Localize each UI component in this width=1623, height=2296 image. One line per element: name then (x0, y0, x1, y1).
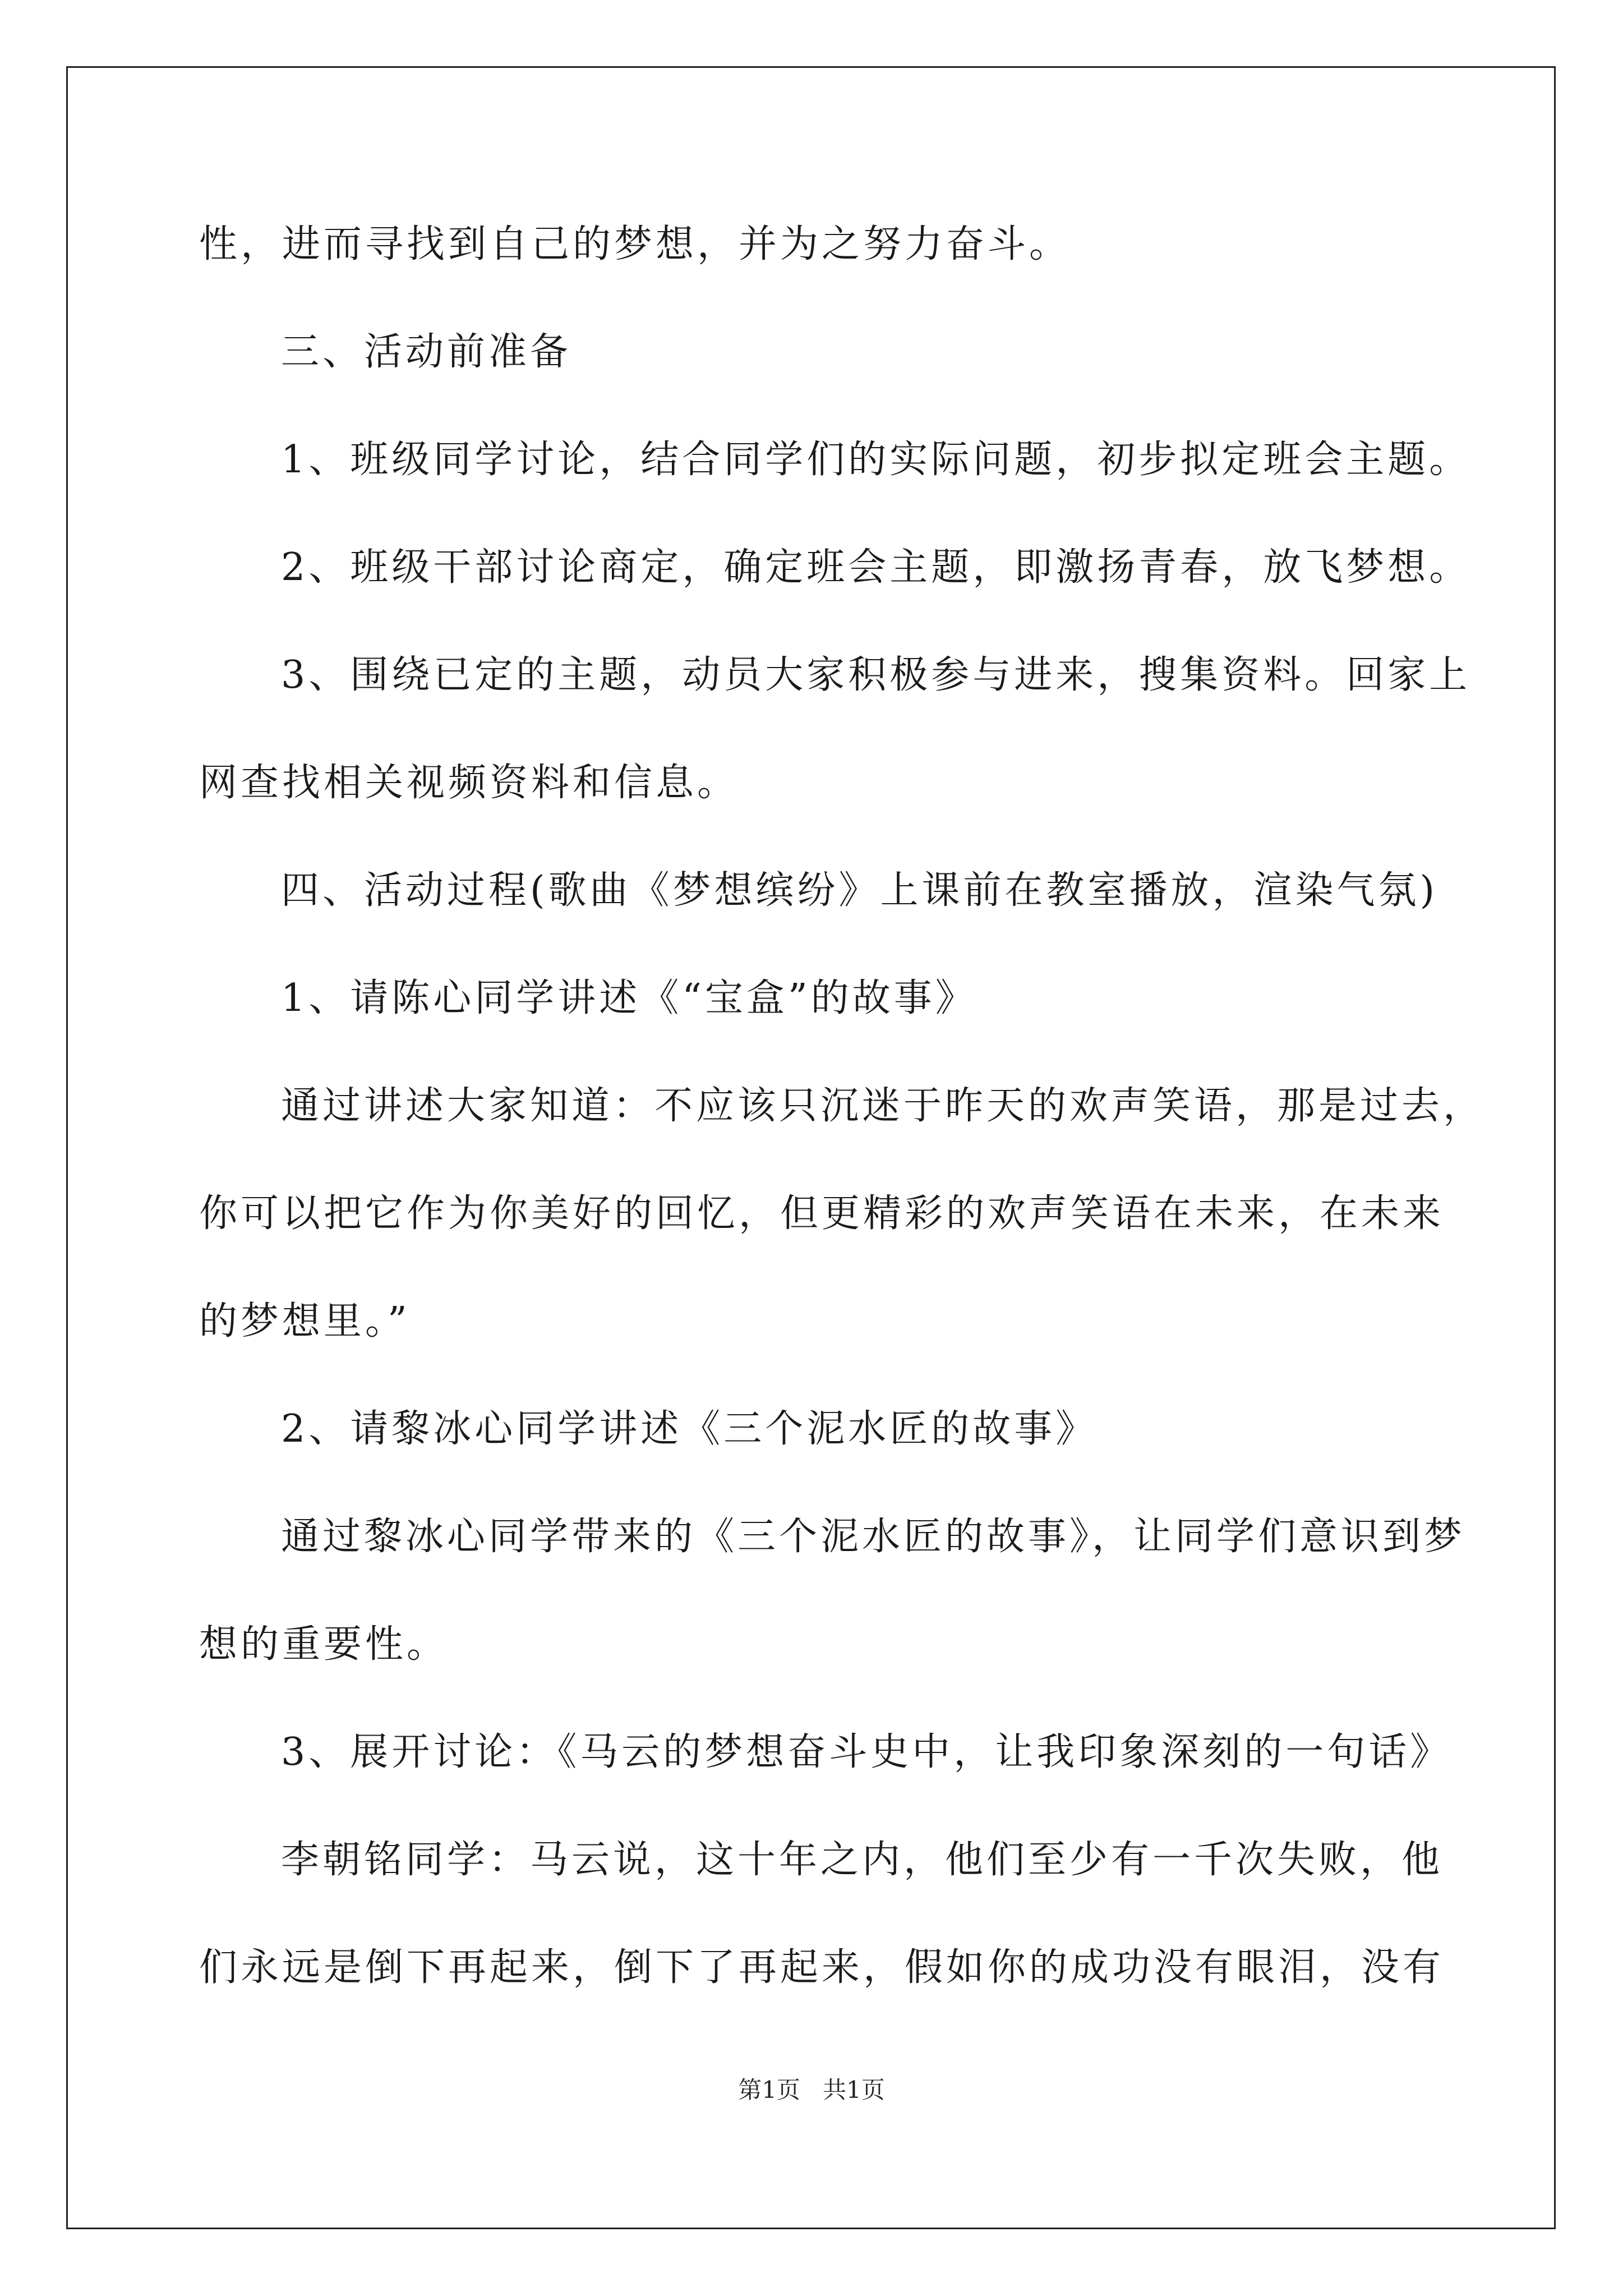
paragraph-line: 李朝铭同学：马云说，这十年之内，他们至少有一千次失败，他 (281, 1838, 1444, 1882)
page-number-current: 第1页 (738, 2076, 800, 2104)
page-border (66, 66, 1556, 2229)
paragraph-line: 1、请陈心同学讲述《“宝盒”的故事》 (281, 976, 977, 1020)
paragraph-line: 3、围绕已定的主题，动员大家积极参与进来，搜集资料。回家上 (281, 653, 1471, 697)
paragraph-line: 网查找相关视频资料和信息。 (199, 761, 739, 805)
paragraph-line: 你可以把它作为你美好的回忆，但更精彩的欢声笑语在未来，在未来 (199, 1191, 1445, 1236)
page-footer (0, 2073, 1623, 2107)
paragraph-line: 2、班级干部讨论商定，确定班会主题，即激扬青春，放飞梦想。 (281, 545, 1471, 590)
page-number-total: 共1页 (823, 2076, 885, 2104)
paragraph-line: 想的重要性。 (199, 1622, 449, 1667)
paragraph-line: 的梦想里。” (199, 1299, 411, 1343)
section-heading: 三、活动前准备 (281, 330, 572, 374)
section-heading: 四、活动过程(歌曲《梦想缤纷》上课前在教室播放，渲染气氛) (281, 868, 1438, 913)
paragraph-line: 通过黎冰心同学带来的《三个泥水匠的故事》，让同学们意识到梦 (281, 1515, 1466, 1559)
paragraph-line: 2、请黎冰心同学讲述《三个泥水匠的故事》 (281, 1407, 1098, 1451)
paragraph-line: 们永远是倒下再起来，倒下了再起来，假如你的成功没有眼泪，没有 (199, 1945, 1445, 1990)
paragraph-line: 3、展开讨论：《马云的梦想奋斗史中，让我印象深刻的一句话》 (281, 1730, 1452, 1774)
paragraph-line: 1、班级同学讨论，结合同学们的实际问题，初步拟定班会主题。 (281, 438, 1471, 482)
paragraph-line: 通过讲述大家知道：不应该只沉迷于昨天的欢声笑语，那是过去， (281, 1084, 1485, 1128)
paragraph-line: 性，进而寻找到自己的梦想，并为之努力奋斗。 (199, 222, 1071, 266)
